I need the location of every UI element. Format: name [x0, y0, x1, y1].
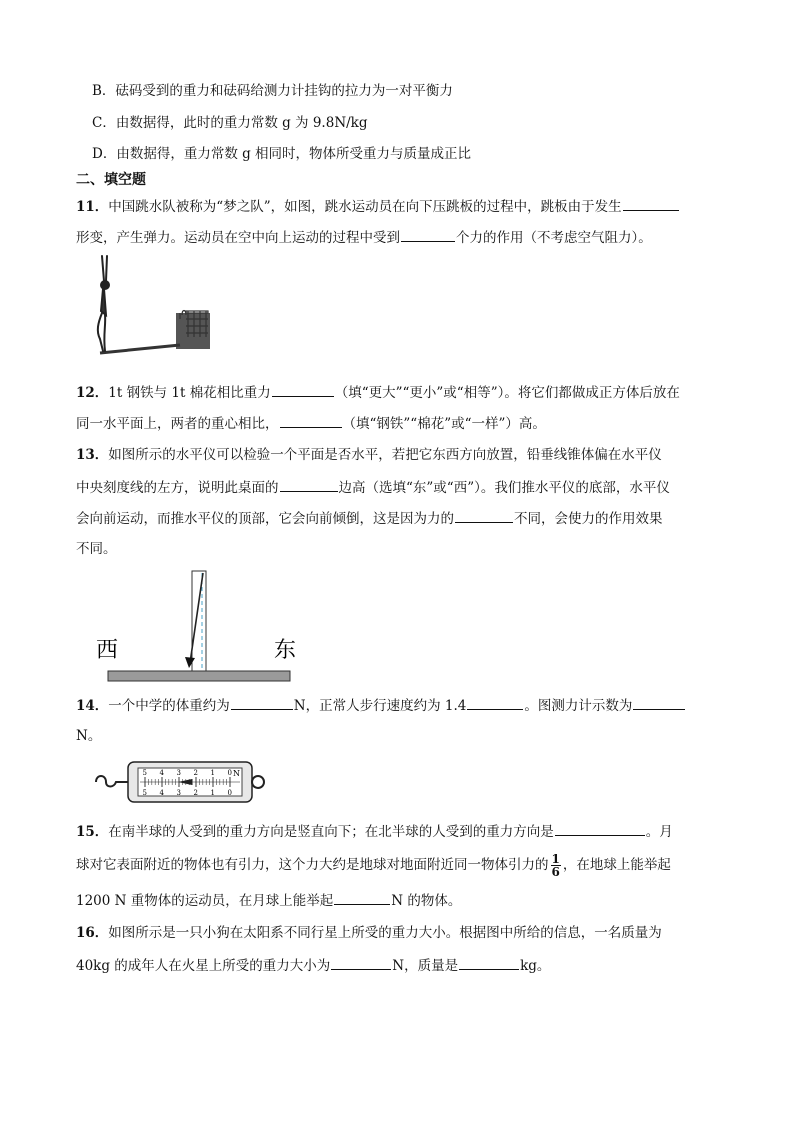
- scale-tick-label: 0: [227, 769, 232, 777]
- q13-line-2: [76, 477, 670, 498]
- option-b: B．砝码受到的重力和砝码给测力计挂钩的拉力为一对平衡力: [92, 83, 453, 99]
- q15-line-3: [76, 890, 461, 911]
- q12-blank-2[interactable]: [280, 413, 342, 428]
- q14-number: 14．: [76, 698, 109, 714]
- q11-text-2: 形变，产生弹力。运动员在空中向上运动的过程中受到: [76, 230, 400, 246]
- q14-blank-2[interactable]: [467, 695, 523, 710]
- scale-tick-label: 4: [159, 769, 164, 777]
- scale-tick-label: 5: [142, 789, 147, 797]
- q13-text-5: 不同，会使力的作用效果: [514, 511, 663, 527]
- diver-figure: [90, 253, 220, 358]
- q15-line-1: [76, 821, 673, 842]
- q14-line-2: N。: [76, 728, 102, 744]
- q13-line-1: [76, 445, 662, 465]
- west-label: 西: [96, 638, 119, 663]
- q15-blank-2[interactable]: [334, 890, 390, 905]
- fraction-numerator: 1: [551, 852, 560, 866]
- q11-line-2: [76, 227, 652, 248]
- scale-tick-label: 2: [193, 769, 198, 777]
- q12-line-1: [76, 382, 680, 403]
- q11-number: 11．: [76, 199, 109, 215]
- q14-blank-3[interactable]: [633, 695, 685, 710]
- q15-text-1: 在南半球的人受到的重力方向是竖直向下；在北半球的人受到的重力方向是: [108, 824, 554, 840]
- q12-text-1: 1t 钢铁与 1t 棉花相比重力: [108, 385, 271, 401]
- diver: [98, 256, 109, 351]
- one-sixth-fraction: [551, 853, 561, 878]
- q15-number: 15．: [76, 824, 109, 840]
- scale-tick-label: 4: [159, 789, 164, 797]
- scale-tick-label: 0: [227, 789, 232, 797]
- springboard: [100, 345, 180, 353]
- q14-text-3: 。图测力计示数为: [524, 698, 633, 714]
- q16-text-3: N，质量是: [392, 958, 459, 974]
- q13-blank-2[interactable]: [455, 508, 513, 523]
- q11-text-3: 个力的作用（不考虑空气阻力）。: [456, 230, 652, 246]
- scale-hook: [96, 776, 128, 787]
- option-d: D．由数据得，重力常数 g 相同时，物体所受重力与质量成正比: [92, 146, 472, 162]
- q16-text-1: 如图所示是一只小狗在太阳系不同行星上所受的重力大小。根据图中所给的信息，一名质量为: [108, 925, 662, 941]
- q15-text-6: N 的物体。: [391, 893, 462, 909]
- q14-blank-1[interactable]: [231, 695, 293, 710]
- q11-text-1: 中国跳水队被称为“梦之队”，如图，跳水运动员在向下压跳板的过程中，跳板由于发生: [108, 199, 622, 215]
- q13-line-4: 不同。: [76, 541, 117, 557]
- q16-number: 16．: [76, 925, 109, 941]
- east-label: 东: [274, 638, 297, 663]
- q14-text-2: N，正常人步行速度约为 1.4: [293, 698, 467, 714]
- q12-text-4: （填“钢铁”“棉花”或“一样”）高。: [342, 416, 546, 432]
- scale-ring: [252, 776, 264, 788]
- q15-text-5: 1200 N 重物体的运动员，在月球上能举起: [76, 893, 334, 909]
- platform-base: [176, 313, 210, 349]
- q11-line-1: [76, 196, 680, 217]
- scale-tick-label: 1: [210, 789, 215, 797]
- q13-number: 13．: [76, 447, 109, 463]
- q11-blank-1[interactable]: [623, 196, 679, 211]
- scale-tick-label: 3: [176, 769, 181, 777]
- q13-text-3: 边高（选填“东”或“西”）。我们推水平仪的底部，水平仪: [338, 480, 670, 496]
- spring-scale-figure: [92, 758, 272, 806]
- q15-text-2: 。月: [645, 824, 673, 840]
- q12-number: 12．: [76, 385, 109, 401]
- q15-blank-1[interactable]: [555, 821, 645, 836]
- level-base: [108, 671, 290, 681]
- scale-tick-label: 2: [193, 789, 198, 797]
- q16-blank-1[interactable]: [331, 955, 391, 970]
- fraction-denominator: 6: [551, 865, 560, 879]
- q13-line-3: [76, 508, 663, 529]
- q16-text-4: kg。: [520, 958, 551, 974]
- level-upright: [192, 571, 206, 671]
- q12-line-2: [76, 413, 546, 434]
- q16-blank-2[interactable]: [459, 955, 519, 970]
- q15-text-3: 球对它表面附近的物体也有引力，这个力大约是地球对地面附近同一物体引力的: [76, 857, 549, 873]
- q16-line-1: [76, 923, 662, 943]
- section-heading: 二、填空题: [76, 172, 146, 188]
- q13-text-2: 中央刻度线的左方，说明此桌面的: [76, 480, 279, 496]
- q12-text-3: 同一水平面上，两者的重心相比，: [76, 416, 279, 432]
- scale-tick-label: 3: [176, 789, 181, 797]
- level-figure: [90, 565, 305, 685]
- q11-blank-2[interactable]: [401, 227, 455, 242]
- scale-tick-label: 1: [210, 769, 215, 777]
- scale-tick-label: 5: [142, 769, 147, 777]
- q14-text-1: 一个中学的体重约为: [108, 698, 230, 714]
- q15-line-2: [76, 853, 671, 878]
- q16-text-2: 40kg 的成年人在火星上所受的重力大小为: [76, 958, 331, 974]
- option-c: C．由数据得，此时的重力常数 g 为 9.8N/kg: [92, 115, 368, 131]
- scale-unit: N: [233, 769, 240, 778]
- q13-text-1: 如图所示的水平仪可以检验一个平面是否水平，若把它东西方向放置，铅垂线锥体偏在水平仪: [108, 447, 662, 463]
- q13-text-4: 会向前运动，而推水平仪的顶部，它会向前倾倒，这是因为力的: [76, 511, 454, 527]
- q12-text-2: （填“更大”“更小”或“相等”）。将它们都做成正方体后放在: [334, 385, 680, 401]
- q13-blank-1[interactable]: [280, 477, 338, 492]
- q14-line-1: [76, 695, 686, 716]
- q16-line-2: [76, 955, 550, 976]
- q12-blank-1[interactable]: [272, 382, 334, 397]
- q15-text-4: ，在地球上能举起: [562, 857, 671, 873]
